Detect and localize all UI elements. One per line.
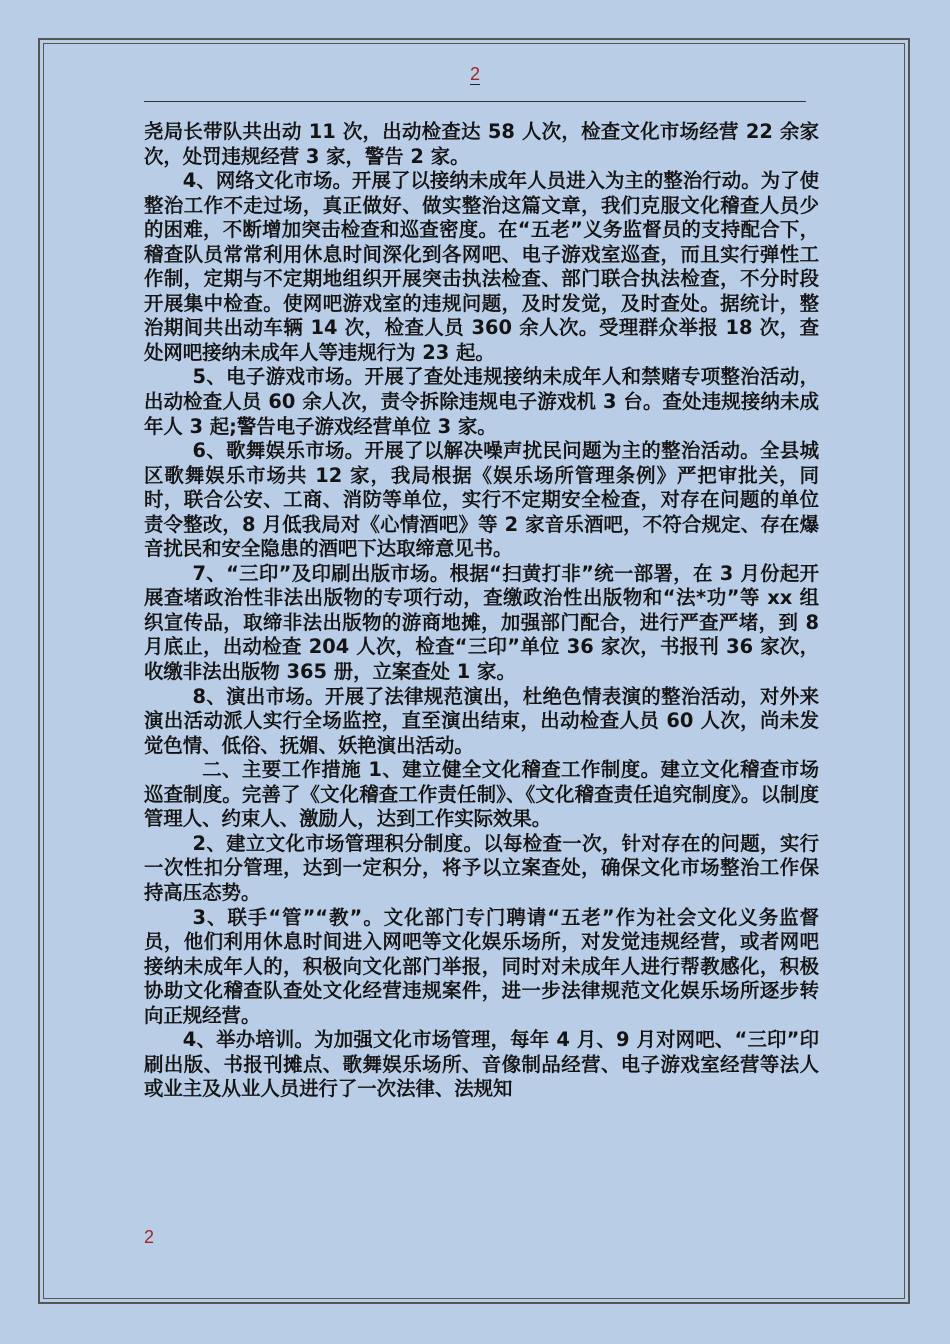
paragraph: 2、建立文化市场管理积分制度。以每检查一次，针对存在的问题，实行一次性扣分管理，达到一定积分，将予以立案查处，确保文化市场整治工作保持高压态势。	[144, 831, 819, 904]
paragraph: 二、主要工作措施 1、建立健全文化稽查工作制度。建立文化稽查市场巡查制度。完善了《文化稽查工作责任制》、《文化稽查责任追究制度》。以制度管理人、约束人、激励人，达到工作实际效果。	[144, 758, 819, 831]
paragraph: 8、演出市场。开展了法律规范演出，杜绝色情表演的整治活动，对外来演出活动派人实行全场监控，直至演出结束，出动检查人员 60 人次，尚未发觉色情、低俗、抚媚、妖艳演出活动。	[144, 684, 819, 757]
paragraph: 4、举办培训。为加强文化市场管理，每年 4 月、9 月对网吧、“三印”印刷出版、书报刊摊点、歌舞娱乐场所、音像制品经营、电子游戏室经营等法人或业主及从业人员进行了一次法律、法规知	[144, 1028, 819, 1101]
paragraph: 5、电子游戏市场。开展了查处违规接纳未成年人和禁赌专项整治活动，出动检查人员 60 余人次，责令拆除违规电子游戏机 3 台。查处违规接纳未成年人 3 起;警告电子游戏经营单位 3 家。	[144, 365, 819, 438]
paragraph: 4、网络文化市场。开展了以接纳未成年人员进入为主的整治行动。为了使整治工作不走过场，真正做好、做实整治这篇文章，我们克服文化稽查人员少的困难，不断增加突击检查和巡查密度。在“五老”义务监督员的支持配合下，稽查队员常常利用休息时间深化到各网吧、电子游戏室巡查，而且实行弹性工作制，定期与不定期地组织开展突击执法检查、部门联合执法检查，不分时段开展集中检查。使网吧游戏室的违规问题，及时发觉，及时查处。据统计，整治期间共出动车辆 14 次，检查人员 360 余人次。受理群众举报 18 次，查处网吧接纳未成年人等违规行为 23 起。	[144, 169, 819, 364]
paragraph: 7、“三印”及印刷出版市场。根据“扫黄打非”统一部署，在 3 月份起开展查堵政治性非法出版物的专项行动，查缴政治性出版物和“法*功”等 xx 组织宣传品，取缔非法出版物的游商地摊，加强部门配合，进行严查严堵，到 8 月底止，出动检查 204 人次，检查“三印”单位 36 家次，书报刊 36 家次，收缴非法出版物 365 册，立案查处 1 家。	[144, 561, 819, 684]
paragraph: 尧局长带队共出动 11 次，出动检查达 58 人次，检查文化市场经营 22 余家次，处罚违规经营 3 家，警告 2 家。	[144, 120, 819, 168]
footer-page-number: 2	[144, 1227, 155, 1247]
paragraph: 6、歌舞娱乐市场。开展了以解决噪声扰民问题为主的整治活动。全县城区歌舞娱乐市场共 12 家，我局根据《娱乐场所管理条例》严把审批关，同时，联合公安、工商、消防等单位，实行不定期安全检查，对存在问题的单位责令整改，8 月低我局对《心情酒吧》等 2 家音乐酒吧，不符合规定、存在爆音扰民和安全隐患的酒吧下达取缔意见书。	[144, 439, 819, 561]
header-page-number	[0, 64, 950, 85]
header-divider	[144, 101, 806, 102]
document-body	[144, 120, 819, 1102]
header-page-number-text: 2	[469, 64, 480, 84]
paragraph: 3、联手“管”“教”。文化部门专门聘请“五老”作为社会文化义务监督员，他们利用休息时间进入网吧等文化娱乐场所，对发觉违规经营，或者网吧接纳未成年人的，积极向文化部门举报，同时对未成年人进行帮教感化，积极协助文化稽查队查处文化经营违规案件，进一步法律规范文化娱乐场所逐步转向正规经营。	[144, 905, 819, 1027]
